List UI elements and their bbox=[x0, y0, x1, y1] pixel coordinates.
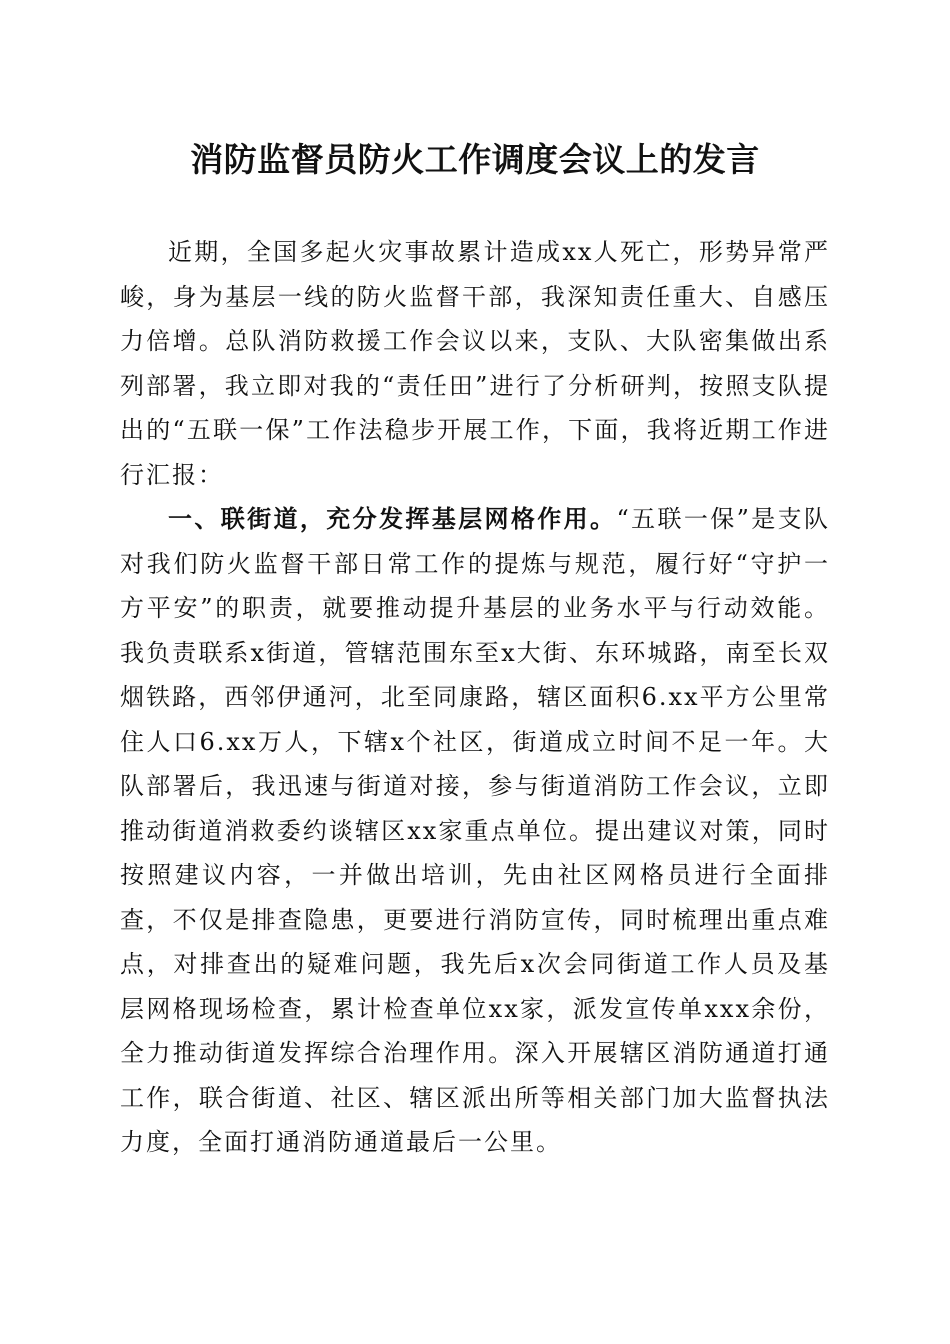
paragraph-section-one bbox=[120, 497, 830, 1165]
paragraph-intro bbox=[120, 230, 830, 497]
document-title: 消防监督员防火工作调度会议上的发言 bbox=[190, 140, 760, 179]
paragraph-intro-text: 近期，全国多起火灾事故累计造成xx人死亡，形势异常严峻，身为基层一线的防火监督干部，我深知责任重大、自感压力倍增。总队消防救援工作会议以来，支队、大队密集做出系列部署，我立即对我的“责任田”进行了分析研判，按照支队提出的“五联一保”工作法稳步开展工作，下面，我将近期工作进行汇报： bbox=[120, 238, 830, 489]
section-one-heading: 一、联街道，充分发挥基层网格作用。 bbox=[168, 505, 617, 533]
document-body bbox=[120, 230, 830, 1165]
section-one-text: “五联一保”是支队对我们防火监督干部日常工作的提炼与规范，履行好“守护一方平安”的职责，就要推动提升基层的业务水平与行动效能。我负责联系x街道，管辖范围东至x大街、东环城路，南至长双烟铁路，西邻伊通河，北至同康路，辖区面积6.xx平方公里常住人口6.xx万人，下辖x个社区，街道成立时间不足一年。大队部署后，我迅速与街道对接，参与街道消防工作会议，立即推动街道消救委约谈辖区xx家重点单位。提出建议对策，同时按照建议内容，一并做出培训，先由社区网格员进行全面排查，不仅是排查隐患，更要进行消防宣传，同时梳理出重点难点，对排查出的疑难问题，我先后x次会同街道工作人员及基层网格现场检查，累计检查单位xx家，派发宣传单xxx余份，全力推动街道发挥综合治理作用。深入开展辖区消防通道打通工作，联合街道、社区、辖区派出所等相关部门加大监督执法力度，全面打通消防通道最后一公里。 bbox=[120, 505, 831, 1156]
